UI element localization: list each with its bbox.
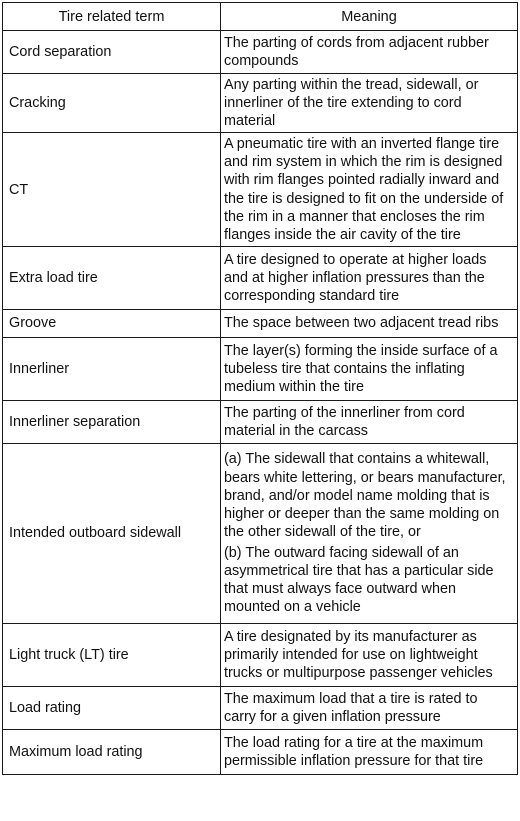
meaning-cell [221, 686, 518, 729]
table-row [3, 309, 518, 337]
meaning-paragraph: The parting of cords from adjacent rubber compounds [224, 34, 489, 69]
tire-terms-document [2, 2, 518, 775]
term-cell: Light truck (LT) tire [3, 623, 221, 686]
meaning-cell [221, 337, 518, 400]
term-cell: Innerliner [3, 337, 221, 400]
term-cell: Cord separation [3, 31, 221, 74]
term-cell: Maximum load rating [3, 729, 221, 774]
meaning-paragraph: A tire designated by its manufacturer as primarily intended for use on lightweight trucks or multipurpose passenger vehicles [224, 628, 493, 681]
term-cell: Load rating [3, 686, 221, 729]
meaning-paragraph: The load rating for a tire at the maximum permissible inflation pressure for that tire [224, 734, 484, 769]
table-row [3, 686, 518, 729]
meaning-paragraph: The maximum load that a tire is rated to carry for a given inflation pressure [224, 690, 478, 725]
meaning-paragraph: (a) The sidewall that contains a whitewall, bears white lettering, or bears manufacturer, brand, and/or model name molding that is higher or deeper than the same molding on the other sidewall of the tire, or [224, 451, 506, 540]
table-row [3, 133, 518, 247]
meaning-paragraph: (b) The outward facing sidewall of an asymmetrical tire that has a particular side that must always face outward when mounted on a vehicle [224, 544, 494, 616]
header-term: Tire related term [3, 3, 221, 31]
meaning-paragraph: The parting of the innerliner from cord material in the carcass [224, 404, 465, 439]
meaning-cell [221, 74, 518, 133]
meaning-cell [221, 31, 518, 74]
table-row [3, 729, 518, 774]
header-meaning: Meaning [221, 3, 518, 31]
meaning-cell [221, 309, 518, 337]
meaning-paragraph: A tire designed to operate at higher loads and at higher inflation pressures than the corresponding standard tire [224, 251, 487, 304]
term-cell: Cracking [3, 74, 221, 133]
table-row [3, 623, 518, 686]
meaning-paragraph: The space between two adjacent tread ribs [224, 315, 499, 332]
table-row [3, 74, 518, 133]
meaning-cell [221, 400, 518, 443]
term-cell: Innerliner separation [3, 400, 221, 443]
table-row [3, 337, 518, 400]
meaning-cell [221, 729, 518, 774]
meaning-cell [221, 133, 518, 247]
meaning-cell [221, 443, 518, 623]
tire-terms-table [2, 2, 518, 775]
table-header-row [3, 3, 518, 31]
table-row [3, 443, 518, 623]
meaning-cell [221, 246, 518, 309]
meaning-paragraph: The layer(s) forming the inside surface of a tubeless tire that contains the inflating medium within the tire [224, 342, 498, 395]
term-cell: Intended outboard sidewall [3, 443, 221, 623]
table-row [3, 246, 518, 309]
meaning-cell [221, 623, 518, 686]
table-row [3, 400, 518, 443]
term-cell: Groove [3, 309, 221, 337]
term-cell: CT [3, 133, 221, 247]
meaning-paragraph: A pneumatic tire with an inverted flange tire and rim system in which the rim is designed with rim flanges pointed radially inward and the tire is designed to fit on the underside of the rim in a manner that encloses the rim flanges inside the air cavity of the tire [224, 136, 504, 243]
table-row [3, 31, 518, 74]
meaning-paragraph: Any parting within the tread, sidewall, or innerliner of the tire extending to cord material [224, 77, 479, 130]
term-cell: Extra load tire [3, 246, 221, 309]
